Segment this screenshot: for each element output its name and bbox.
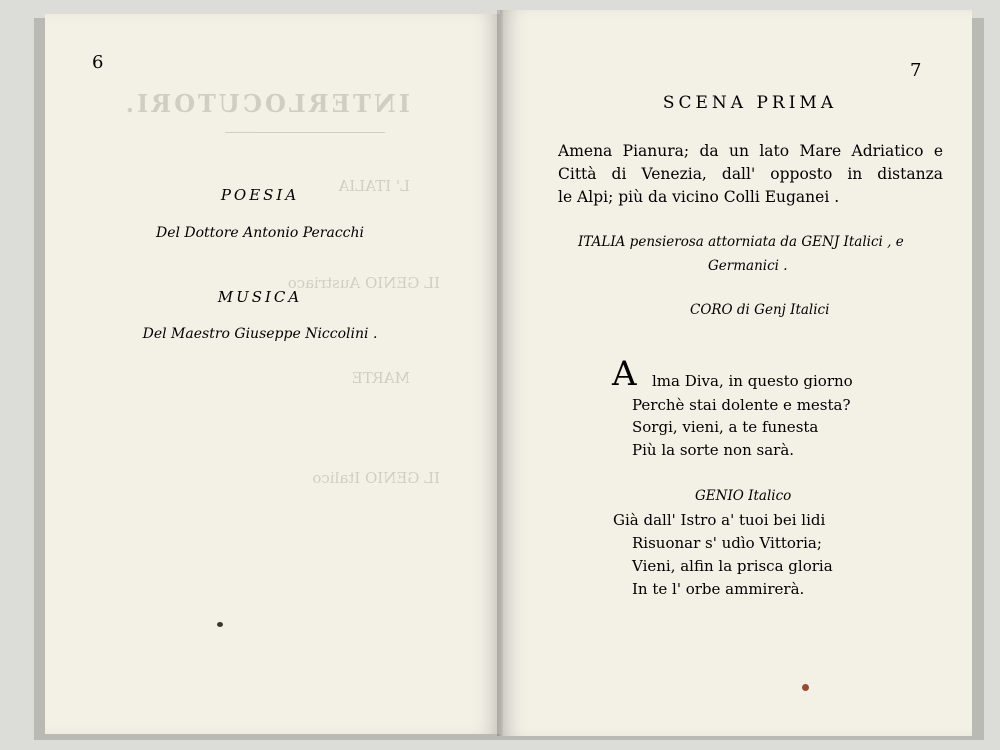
stage-direction-line: ITALIA pensierosa attorniata da GENJ Italici , e	[578, 234, 904, 250]
genio-verse: Vieni, alfin la prisca gloria	[632, 557, 833, 575]
stage-direction-line: Germanici .	[708, 258, 788, 274]
chorus-verse: Sorgi, vieni, a te funesta	[632, 418, 819, 436]
ghost-line: IL GENIO Austriaco	[287, 274, 440, 292]
scene-setting	[558, 140, 943, 209]
ghost-line: MARTE	[351, 369, 410, 387]
chorus-label: CORO di Genj Italici	[690, 302, 830, 318]
right-page-number: 7	[910, 60, 922, 81]
left-page-number: 6	[92, 52, 104, 73]
ghost-line: IL GENIO Italico	[312, 469, 440, 487]
chorus-verse: lma Diva, in questo giorno	[652, 372, 853, 390]
chorus-verse: Più la sorte non sarà.	[632, 441, 795, 459]
musica-credit: Del Maestro Giuseppe Niccolini .	[142, 326, 378, 342]
scene-title: SCENA PRIMA	[662, 93, 838, 113]
genio-verse: Già dall' Istro a' tuoi bei lidi	[613, 511, 826, 529]
ghost-title: INTERLOCUTORI.	[122, 89, 410, 118]
book-gutter	[497, 10, 503, 736]
setting-line: Amena Pianura; da un lato Mare Adriatico e	[558, 142, 943, 160]
genio-verse: Risuonar s' udìo Vittoria;	[632, 534, 822, 552]
chorus-verse: Perchè stai dolente e mesta?	[632, 396, 851, 414]
foxing-spot	[802, 684, 809, 691]
bleed-through-text	[45, 14, 500, 734]
poesia-heading: POESIA	[220, 186, 300, 204]
ink-speck	[217, 622, 223, 627]
drop-cap: A	[612, 354, 637, 394]
setting-line: Città di Venezia, dall' opposto in distanza	[558, 165, 943, 183]
left-page	[45, 14, 500, 734]
setting-line: le Alpi; più da vicino Colli Euganei .	[558, 188, 840, 206]
musica-heading: MUSICA	[217, 288, 303, 306]
genio-label: GENIO Italico	[695, 488, 792, 504]
ghost-line: L' ITALIA	[338, 177, 410, 195]
poesia-credit: Del Dottore Antonio Peracchi	[155, 225, 365, 241]
genio-verse: In te l' orbe ammirerà.	[632, 580, 805, 598]
